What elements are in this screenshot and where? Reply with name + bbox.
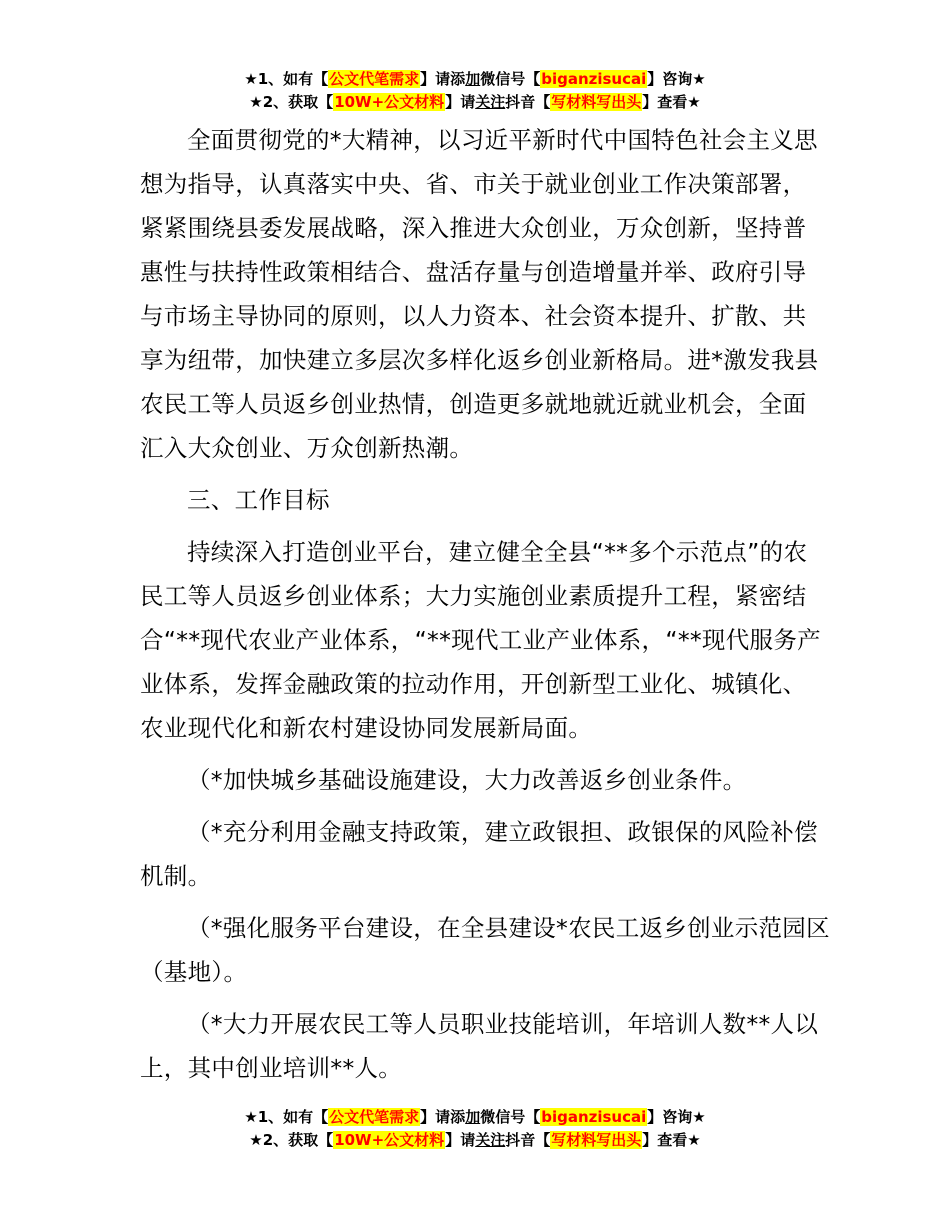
footer-text: ★1、如有【: [244, 1108, 329, 1126]
list-item: （*强化服务平台建设，在全县建设*农民工返乡创业示范园区（基地）。: [140, 914, 830, 986]
document-body: [140, 118, 830, 1090]
list-item: （*充分利用金融支持政策，建立政银担、政银保的风险补偿机制。: [140, 818, 818, 890]
header-text: ★1、如有【: [244, 70, 329, 88]
highlight-wechat-id: biganzisucai: [541, 1108, 647, 1126]
highlight-materials: 10W+公文材料: [334, 1131, 445, 1149]
highlight-writing-service: 公文代笔需求: [329, 70, 420, 88]
paragraph-work-goals: 持续深入打造创业平台，建立健全全县“**多个示范点”的农民工等人员返乡创业体系；大力实施创业素质提升工程，紧密结合“**现代农业产业体系，“**现代工业产业体系，“**现代服务产业体系，发挥金融政策的拉动作用，开创新型工业化、城镇化、农业现代化和新农村建设协同发展新局面。: [140, 538, 821, 742]
footer-text: 】咨询★: [647, 1108, 706, 1126]
header-line-1: [0, 68, 950, 91]
header-text: 】查看★: [642, 93, 701, 111]
highlight-materials: 10W+公文材料: [334, 93, 445, 111]
section-heading: 三、工作目标: [187, 486, 330, 514]
header-text: 微信号【: [480, 70, 541, 88]
header-line-2: [0, 91, 950, 114]
header-banner: [0, 68, 950, 114]
footer-text: 关注: [475, 1131, 506, 1149]
header-text: 加: [465, 70, 481, 88]
footer-line-1: [0, 1106, 950, 1129]
header-text: 】请: [445, 93, 476, 111]
paragraph-guiding-principle: 全面贯彻党的*大精神，以习近平新时代中国特色社会主义思想为指导，认真落实中央、省、市关于就业创业工作决策部署，紧紧围绕县委发展战略，深入推进大众创业，万众创新，坚持普惠性与扶持性政策相结合、盘活存量与创造增量并举、政府引导与市场主导协同的原则，以人力资本、社会资本提升、扩散、共享为纽带，加快建立多层次多样化返乡创业新格局。进*激发我县农民工等人员返乡创业热情，创造更多就地就近就业机会，全面汇入大众创业、万众创新热潮。: [140, 126, 819, 462]
header-text: ★2、获取【: [249, 93, 334, 111]
footer-line-2: [0, 1129, 950, 1152]
highlight-douyin-account: 写材料写出头: [551, 1131, 642, 1149]
header-text: 关注: [475, 93, 506, 111]
list-item: （*大力开展农民工等人员职业技能培训，年培训人数**人以上，其中创业培训**人。: [140, 1010, 819, 1082]
footer-text: 加: [465, 1108, 481, 1126]
footer-text: 】查看★: [642, 1131, 701, 1149]
footer-banner: [0, 1106, 950, 1152]
list-item: （*加快城乡基础设施建设，大力改善返乡创业条件。: [187, 766, 747, 794]
highlight-wechat-id: biganzisucai: [541, 70, 647, 88]
footer-text: 抖音【: [505, 1131, 551, 1149]
highlight-writing-service: 公文代笔需求: [329, 1108, 420, 1126]
header-text: 抖音【: [505, 93, 551, 111]
highlight-douyin-account: 写材料写出头: [551, 93, 642, 111]
header-text: 】请添: [420, 70, 466, 88]
footer-text: 】请: [445, 1131, 476, 1149]
footer-text: 微信号【: [480, 1108, 541, 1126]
footer-text: ★2、获取【: [249, 1131, 334, 1149]
footer-text: 】请添: [420, 1108, 466, 1126]
header-text: 】咨询★: [647, 70, 706, 88]
